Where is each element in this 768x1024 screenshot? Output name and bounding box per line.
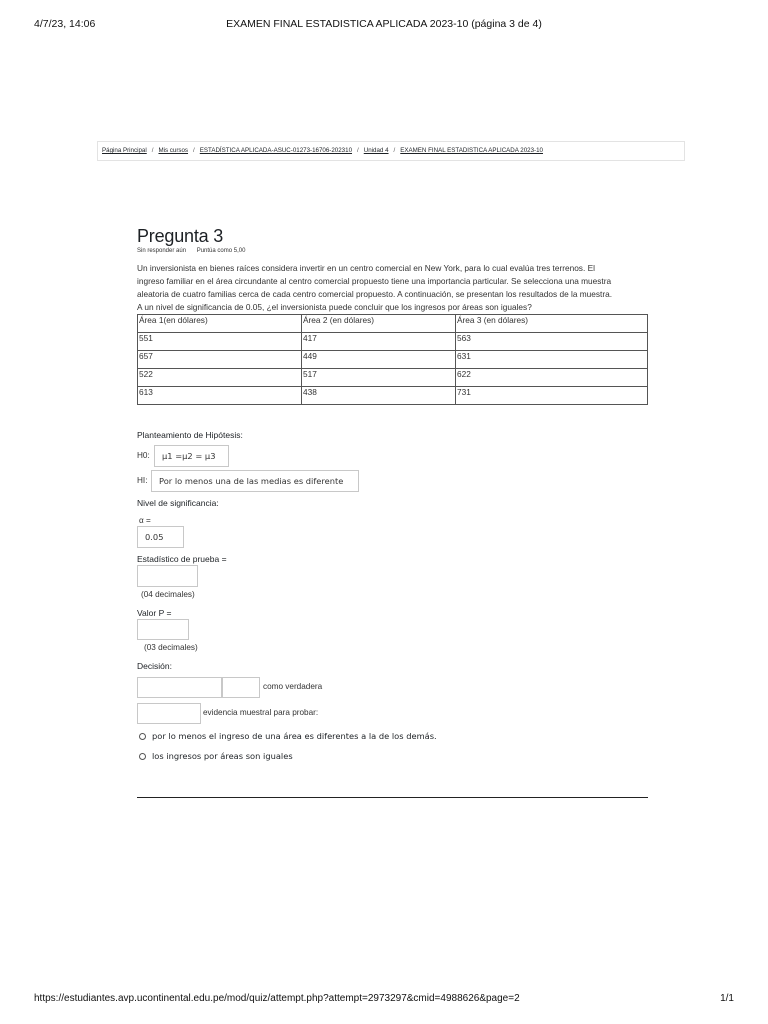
radio-button[interactable] (139, 733, 146, 740)
income-table (137, 314, 648, 405)
test-statistic-hint: (04 decimales) (141, 590, 195, 599)
print-footer (34, 993, 734, 1007)
table-header-cell: Área 1(en dólares) (138, 315, 302, 333)
alpha-label: α = (139, 516, 151, 525)
question-title: Pregunta 3 (137, 226, 224, 246)
table-cell: 517 (302, 369, 456, 387)
decision-select-1[interactable] (137, 677, 222, 698)
table-cell: 449 (302, 351, 456, 369)
question-points: Puntúa como 5,00 (196, 248, 246, 254)
breadcrumb-separator: / (151, 147, 154, 154)
question-text-line: Un inversionista en bienes raíces considera invertir en un centro comercial en New York, para lo cual evalúa tres terrenos. El (137, 263, 595, 273)
alpha-input[interactable]: 0.05 (137, 526, 184, 548)
decision-select-3[interactable] (137, 703, 201, 724)
table-header-cell: Área 2 (en dólares) (302, 315, 456, 333)
table-header-row (138, 315, 648, 333)
p-value-hint: (03 decimales) (144, 643, 198, 652)
table-cell: 631 (456, 351, 648, 369)
decision-heading: Decisión: (137, 661, 172, 671)
breadcrumb-home-link[interactable]: Página Principal (102, 147, 147, 154)
question-status: Sin responder aún (137, 248, 187, 254)
p-value-heading: Valor P = (137, 608, 172, 618)
table-cell: 657 (138, 351, 302, 369)
question-text-line: ingreso familiar en el área circundante al centro comercial propuesto tiene una importancia particular. Se selecciona una muestra (137, 276, 612, 286)
h1-label: HI: (137, 476, 148, 485)
decision-evidence-text: evidencia muestral para probar: (203, 708, 319, 717)
test-statistic-input[interactable] (137, 565, 198, 587)
decision-option-2-label: los ingresos por áreas son iguales (152, 751, 293, 761)
test-statistic-heading: Estadístico de prueba = (137, 554, 227, 564)
table-cell: 417 (302, 333, 456, 351)
table-cell: 622 (456, 369, 648, 387)
question-text-line: aleatoria de cuatro familias cerca de cada centro comercial propuesto. A continuación, se presentan los resultados de la muestra. (137, 289, 613, 299)
breadcrumb-separator: / (393, 147, 396, 154)
radio-button[interactable] (139, 753, 146, 760)
p-value-input[interactable] (137, 619, 189, 640)
question-block (137, 222, 649, 405)
h0-label: H0: (137, 451, 150, 460)
question-text-line: A un nivel de significancia de 0.05, ¿el inversionista puede concluir que los ingresos por áreas son iguales? (137, 302, 532, 312)
table-cell: 731 (456, 387, 648, 405)
table-cell: 438 (302, 387, 456, 405)
divider (137, 797, 648, 798)
breadcrumb-course-link[interactable]: ESTADÍSTICA APLICADA-ASUC-01273-16706-202310 (199, 147, 353, 154)
table-cell: 522 (138, 369, 302, 387)
decision-true-text: como verdadera (263, 682, 323, 691)
hypothesis-heading: Planteamiento de Hipótesis: (137, 430, 243, 440)
decision-option-1-label: por lo menos el ingreso de una área es diferentes a la de los demás. (152, 731, 437, 741)
table-row (138, 333, 648, 351)
table-cell: 563 (456, 333, 648, 351)
decision-option-1[interactable] (139, 731, 437, 741)
table-row (138, 387, 648, 405)
print-header (34, 18, 734, 32)
print-title: EXAMEN FINAL ESTADISTICA APLICADA 2023-10 (página 3 de 4) (226, 18, 542, 30)
table-cell: 551 (138, 333, 302, 351)
significance-heading: Nivel de significancia: (137, 498, 219, 508)
breadcrumb-unit-link[interactable]: Unidad 4 (363, 147, 389, 154)
table-cell: 613 (138, 387, 302, 405)
table-row (138, 369, 648, 387)
breadcrumb-separator: / (357, 147, 359, 154)
print-url: https://estudiantes.avp.ucontinental.edu.pe/mod/quiz/attempt.php?attempt=2973297&cmid=4988626&page=2 (34, 993, 520, 1004)
table-header-cell: Área 3 (en dólares) (456, 315, 648, 333)
print-datetime: 4/7/23, 14:06 (34, 18, 96, 30)
breadcrumb-my-courses-link[interactable]: Mis cursos (158, 147, 189, 154)
breadcrumb (97, 141, 685, 161)
h1-input[interactable]: Por lo menos una de las medias es diferente (151, 470, 359, 492)
h0-input[interactable]: μ1 =μ2 = μ3 (154, 445, 229, 467)
print-page-number: 1/1 (720, 993, 734, 1004)
breadcrumb-exam-link[interactable]: EXAMEN FINAL ESTADISTICA APLICADA 2023-10 (400, 147, 543, 154)
breadcrumb-separator: / (193, 147, 195, 154)
table-row (138, 351, 648, 369)
question-info (137, 248, 649, 254)
decision-option-2[interactable] (139, 751, 293, 761)
question-text (137, 262, 649, 314)
decision-select-2[interactable] (222, 677, 260, 698)
